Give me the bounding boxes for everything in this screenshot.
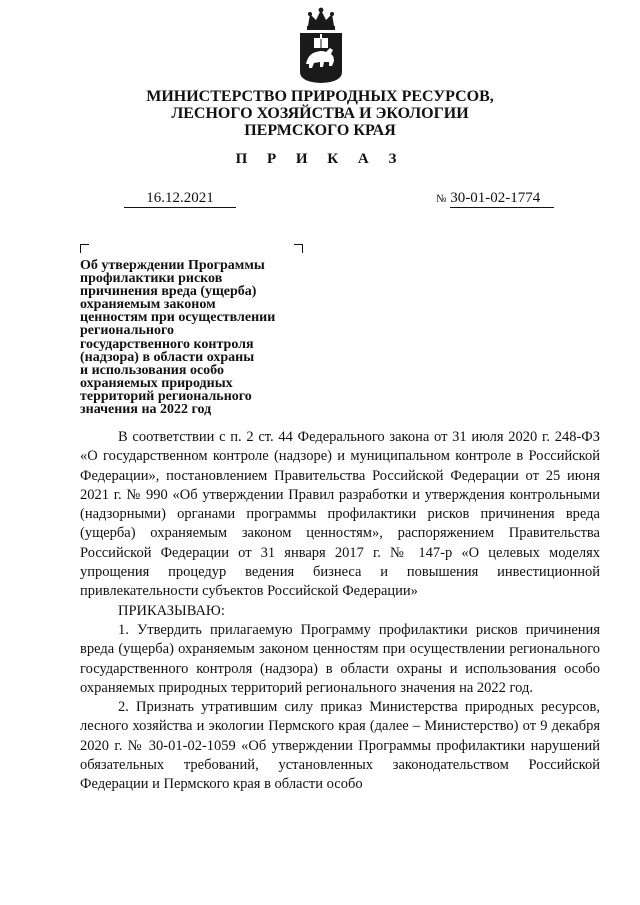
subject-line: и использования особо bbox=[80, 362, 224, 378]
document-type: П Р И К А З bbox=[235, 151, 405, 167]
ministry-name-line: МИНИСТЕРСТВО ПРИРОДНЫХ РЕСУРСОВ, bbox=[146, 88, 494, 105]
ministry-name-line: ЛЕСНОГО ХОЗЯЙСТВА И ЭКОЛОГИИ bbox=[171, 105, 469, 122]
subject-line: (надзора) в области охраны bbox=[80, 349, 255, 365]
subject-line: государственного контроля bbox=[80, 336, 254, 352]
number-value: 30-01-02-1774 bbox=[450, 190, 554, 208]
number-sign: № bbox=[436, 193, 447, 205]
document-body bbox=[80, 428, 600, 795]
subject-line: охраняемых природных bbox=[80, 375, 233, 391]
coat-of-arms-icon bbox=[296, 6, 346, 84]
ministry-name-line: ПЕРМСКОГО КРАЯ bbox=[244, 122, 396, 139]
subject-line: охраняемым законом bbox=[80, 297, 216, 313]
subject-line: профилактики рисков bbox=[80, 271, 223, 287]
order-item-2: 2. Признать утратившим силу приказ Министерства природных ресурсов, лесного хозяйства и экологии Пермского края (далее – Министерство) от 9 декабря 2020 г. № 30-01-02-1059 «Об утверждении Программы профилактики нарушений обязательных требований, установленных законодательством Российской Федерации и Пермского края в области особо bbox=[80, 699, 600, 793]
order-item-1: 1. Утвердить прилагаемую Программу профилактики рисков причинения вреда (ущерба) охраняемым законом ценностям при осуществлении регионального государственного контроля (надзора) в области охраны и использования особо охраняемых природных территорий регионального значения на 2022 год. bbox=[80, 621, 600, 696]
subject-line: причинения вреда (ущерба) bbox=[80, 284, 257, 300]
subject-bracket-right bbox=[294, 244, 303, 253]
subject-line: ценностям при осуществлении bbox=[80, 310, 276, 326]
subject-line: Об утверждении Программы bbox=[80, 258, 265, 273]
document-date: 16.12.2021 bbox=[124, 190, 236, 208]
preamble-paragraph: В соответствии с п. 2 ст. 44 Федерального закона от 31 июля 2020 г. 248-ФЗ «О государственном контроле (надзоре) и муниципальном контроле в Российской Федерации», постановлением Правительства Российской Федерации от 25 июня 2021 г. № 990 «Об утверждении Правил разработки и утверждения контрольными (надзорными) органами программы профилактики рисков причинения вреда (ущерба) охраняемым законом ценностям», распоряжением Правительства Российской Федерации от 31 января 2017 г. № 147-р «О целевых моделях упрощения процедур ведения бизнеса и повышения инвестиционной привлекательности субъектов Российской Федерации» bbox=[80, 429, 600, 600]
document-number bbox=[436, 190, 554, 208]
document-subject bbox=[80, 259, 320, 416]
command-word: ПРИКАЗЫВАЮ: bbox=[118, 602, 225, 619]
ministry-name bbox=[100, 88, 540, 139]
subject-line: значения на 2022 год bbox=[80, 402, 212, 418]
subject-line: территорий регионального bbox=[80, 388, 252, 404]
subject-line: регионального bbox=[80, 323, 174, 339]
subject-bracket-left bbox=[80, 244, 89, 253]
